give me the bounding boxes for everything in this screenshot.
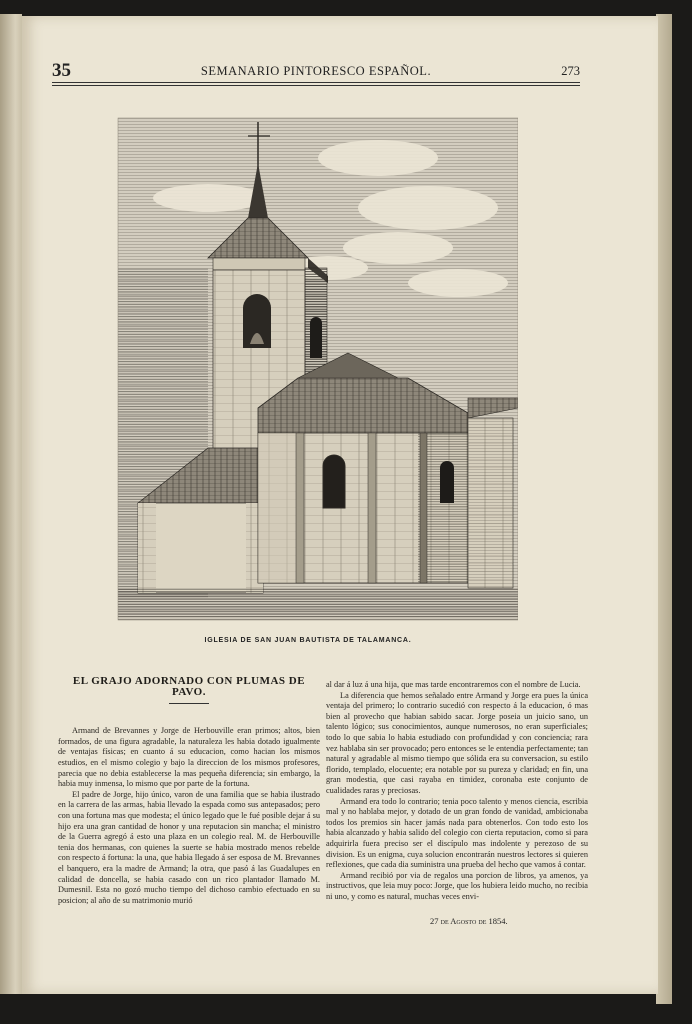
paragraph: El padre de Jorge, hijo único, varon de una familia que se habia ilustrado en la carrera de las armas, habia llevado la espada como sus antepasados; pero con una fortuna mas que modesta; el único legado que le fué posible dejar á su hijo era una gran cantidad de honor y una reputacion sin mancha; el ministro de la Guerra agregó á esto una plaza en un colegio real. M. de Herbouville tenia dos hermanas, con quienes la suerte se habia mostrado menos rebelde con respecto á fortuna: la una, que habia llegado á ser esposa de M. Brevannes el banquero, era la madre de Armand; la otra, que pasó á las Guadalupes en calidad de doncella, se habia casado con un rico plantador llamado M. Dumesnil. Esta no gozó mucho tiempo del dichoso cambio efectuado en su posicion; al año de su matrimonio murió [58,789,320,905]
paragraph: Armand recibió por via de regalos una porcion de libros, ya amenos, ya instructivos, que leia muy poco: Jorge, que los hubiera leido mucho, no recibia ni uno, y como es natural, muchas veces envi- [326,870,588,901]
issue-number: 35 [52,60,71,81]
ground [118,588,518,620]
book-fore-edge [656,14,672,1004]
paragraph: Armand era todo lo contrario; tenia poco talento y menos ciencia, escribia mal y no hablaba mejor, y dotado de un gran fondo de vanidad, ambicionaba todos los premios sin hacer jamás nada para obtenerlos. Con todo esto los habia alcanzado y habia salido del colegio con cierta reputacion, como si para adquirirla fuera preciso ser el discípulo mas indolente y perezoso de su division. Es un enigma, cuya solucion encontrarán nuestros lectores si quieren reflexiones, que cada dia suministra una prueba del hecho que vamos á contar. [326,796,588,870]
title-rule [169,703,209,704]
paragraph: al dar á luz á una hija, que mas tarde encontraremos con el nombre de Lucia. [326,680,581,689]
paragraph: La diferencia que hemos señalado entre Armand y Jorge era pues la única ventaja del primero; lo contrario sucedió con respecto á la educacion, ó mas bien al provecho que habian sabido sacar. Jorge poseia un juicio sano, un talento lógico; sus conocimientos, aunque numerosos, no eran superficiales; todo lo que sabia lo habia estudiado con profundidad y con conciencia; rara vez hablaba sin ser provocado; pero entonces se le entendia perfectamente; tan natural y agradable al mismo tiempo que sólida era su conversacion, su estilo florido, templado, elocuente; era notable por su pureza y claridad; en fin, una gran modestia, que casi rayaba en timidez, coronaba este conjunto de cualidades raras y preciosas. [326,690,588,795]
paragraph: Armand de Brevannes y Jorge de Herbouville eran primos; altos, bien formados, de una figura agradable, la naturaleza les habia dotado igualmente de ventajas físicas; en cuanto á su educacion, como hacian los mismos estudios, en el mismo colegio y bajo la direccion de los mismos profesores, parecia que no debia establecerse la mas pequeña diferencia; sin embargo, la habia muy inmensa, lo mismo que por parte de la fortuna. [58,726,320,789]
article-column-left [58,676,320,906]
right-annex [468,398,518,588]
article-column-right [326,680,588,902]
illustration-caption: IGLESIA DE SAN JUAN BAUTISTA DE TALAMANCA. [204,637,412,644]
article-title: EL GRAJO ADORNADO CON PLUMAS DE PAVO. [72,675,306,698]
page-header [52,60,580,80]
header-rule-double [52,85,580,86]
dateline: 27 de Agosto de 1854. [430,916,508,926]
adjacent-page-edge [0,14,22,994]
church-engraving [98,108,518,628]
header-rule [52,82,580,83]
running-title: SEMANARIO PINTORESCO ESPAÑOL. [200,64,432,78]
page-number: 273 [561,64,580,78]
